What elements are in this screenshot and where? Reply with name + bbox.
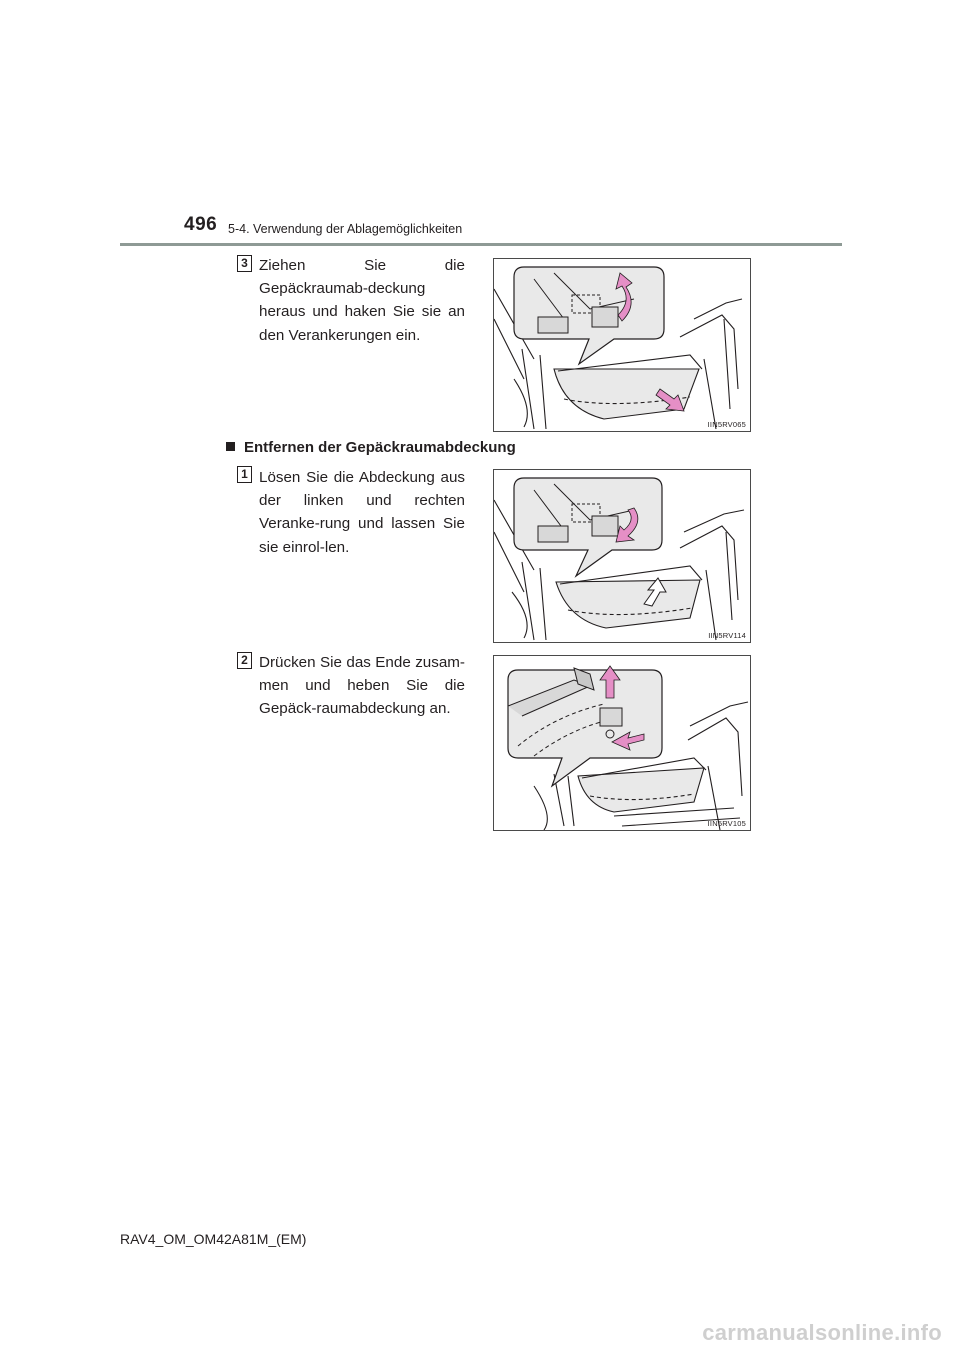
- sub-heading-text: Entfernen der Gepäckraumabdeckung: [244, 439, 516, 456]
- sub-heading: [226, 439, 516, 456]
- figure-code: IIN5RV105: [707, 819, 746, 828]
- bullet-square-icon: [226, 442, 235, 451]
- step-text: Ziehen Sie die Gepäckraumab-deckung heraus und haken Sie sie an den Verankerungen ein.: [259, 257, 465, 344]
- step-badge: 2: [237, 652, 252, 669]
- section-title: 5-4. Verwendung der Ablagemöglichkeiten: [228, 222, 463, 236]
- figure-install-cover: [493, 258, 751, 432]
- watermark: carmanualsonline.info: [702, 1320, 942, 1345]
- step-text: Lösen Sie die Abdeckung aus der linken und rechten Veranke-rung und lassen Sie sie einrol-len.: [259, 469, 465, 556]
- step-text: Drücken Sie das Ende zusam-men und heben Sie die Gepäck-raumabdeckung an.: [259, 654, 465, 718]
- illustration: [494, 259, 750, 431]
- step-badge: 1: [237, 466, 252, 483]
- illustration: [494, 656, 750, 830]
- figure-release-cover: [493, 469, 751, 643]
- footer-doc-code: RAV4_OM_OM42A81M_(EM): [120, 1231, 307, 1247]
- figure-code: IIN5RV114: [708, 631, 746, 640]
- header-rule: [120, 243, 842, 246]
- figure-code: IIN5RV065: [707, 420, 746, 429]
- illustration: [494, 470, 750, 642]
- step-badge: 3: [237, 255, 252, 272]
- figure-lift-cover: [493, 655, 751, 831]
- page-number: 496: [184, 214, 218, 235]
